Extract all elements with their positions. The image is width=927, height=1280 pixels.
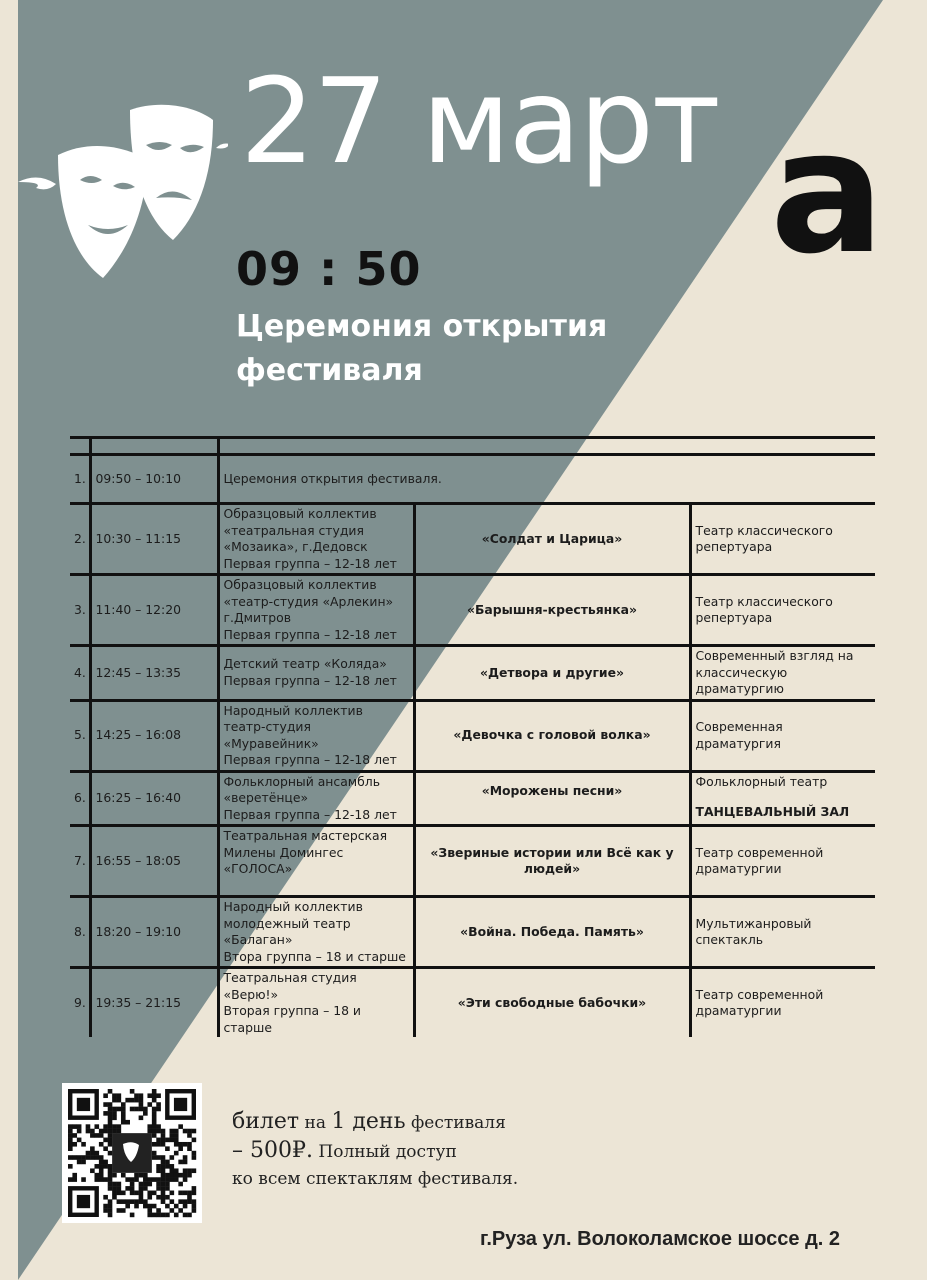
- row-genre-cell: [690, 771, 875, 826]
- row-group: Фольклорный ансамбль «веретёнце» Первая группа – 12-18 лет: [218, 771, 414, 826]
- row-number: 2.: [70, 504, 90, 575]
- ticket-access: Полный доступ: [312, 1142, 457, 1162]
- row-number: 8.: [70, 897, 90, 968]
- row-genre: Фольклорный театр: [695, 773, 828, 789]
- row-group: Народный коллектив театр-студия «Муравейник» Первая группа – 12-18 лет: [218, 700, 414, 771]
- row-group: Театральная студия «Верю!» Вторая группа – 18 и старше: [218, 968, 414, 1038]
- row-title: «Детвора и другие»: [414, 646, 690, 701]
- row-title: «Морожены песни»: [414, 771, 690, 826]
- table-row: [70, 968, 875, 1038]
- qr-code-icon[interactable]: [62, 1083, 202, 1223]
- row-group: Образцовый коллектив «театр-студия «Арлекин» г.Дмитров Первая группа – 12-18 лет: [218, 575, 414, 646]
- row-title: «Война. Победа. Память»: [414, 897, 690, 968]
- table-row: [70, 771, 875, 826]
- row-time: 12:45 – 13:35: [90, 646, 218, 701]
- table-row: [70, 700, 875, 771]
- table-row: [70, 455, 875, 504]
- event-date: 27 март: [240, 52, 719, 190]
- event-title: Церемония открытия фестиваля: [236, 309, 608, 388]
- row-genre: Театр современной драматургии: [690, 968, 875, 1038]
- row-genre: Театр классического репертуара: [690, 504, 875, 575]
- row-genre: Театр классического репертуара: [690, 575, 875, 646]
- table-row: [70, 504, 875, 575]
- row-genre: Современная драматургия: [690, 700, 875, 771]
- row-title: «Звериные истории или Всё как у людей»: [414, 826, 690, 897]
- table-row: [70, 575, 875, 646]
- venue-address: г.Руза ул. Волоколамское шоссе д. 2: [480, 1228, 841, 1250]
- event-time: 09 : 50: [236, 242, 422, 296]
- row-time: 09:50 – 10:10: [90, 455, 218, 504]
- row-genre: Современный взгляд на классическую драматургию: [690, 646, 875, 701]
- row-group: Церемония открытия фестиваля.: [218, 455, 875, 504]
- row-genre: Театр современной драматургии: [690, 826, 875, 897]
- row-number: 5.: [70, 700, 90, 771]
- ticket-all-shows: ко всем спектаклям фестиваля.: [232, 1169, 519, 1189]
- row-group: Народный коллектив молодежный театр «Балаган» Втора группа – 18 и старше: [218, 897, 414, 968]
- row-number: 7.: [70, 826, 90, 897]
- ticket-word: на: [299, 1113, 332, 1133]
- ticket-info: [232, 1108, 562, 1193]
- row-group: Образцовый коллектив «театральная студия «Мозаика», г.Дедовск Первая группа – 12-18 лет: [218, 504, 414, 575]
- row-time: 14:25 – 16:08: [90, 700, 218, 771]
- schedule-header-row: [70, 438, 875, 455]
- row-title: «Эти свободные бабочки»: [414, 968, 690, 1038]
- table-row: [70, 897, 875, 968]
- row-number: 3.: [70, 575, 90, 646]
- row-group: Театральная мастерская Милены Домингес «ГОЛОСА»: [218, 826, 414, 897]
- row-genre: Мультижанровый спектакль: [690, 897, 875, 968]
- event-date-suffix: а: [770, 94, 885, 292]
- row-title: «Солдат и Царица»: [414, 504, 690, 575]
- table-row: [70, 826, 875, 897]
- row-time: 16:55 – 18:05: [90, 826, 218, 897]
- row-number: 4.: [70, 646, 90, 701]
- row-title: «Барышня-крестьянка»: [414, 575, 690, 646]
- row-number: 9.: [70, 968, 90, 1038]
- hall-label: ТАНЦЕВАЛЬНЫЙ ЗАЛ: [695, 804, 850, 819]
- ticket-day: 1 день: [331, 1109, 406, 1134]
- row-group: Детский театр «Коляда» Первая группа – 12-18 лет: [218, 646, 414, 701]
- row-time: 16:25 – 16:40: [90, 771, 218, 826]
- schedule-table: [70, 436, 875, 1037]
- row-time: 10:30 – 11:15: [90, 504, 218, 575]
- row-time: 11:40 – 12:20: [90, 575, 218, 646]
- theater-masks-icon: [18, 100, 228, 285]
- row-number: 6.: [70, 771, 90, 826]
- row-title: «Девочка с головой волка»: [414, 700, 690, 771]
- row-number: 1.: [70, 455, 90, 504]
- ticket-price: – 500₽.: [232, 1138, 313, 1163]
- table-row: [70, 646, 875, 701]
- row-time: 18:20 – 19:10: [90, 897, 218, 968]
- ticket-festival: фестиваля: [405, 1113, 506, 1133]
- row-time: 19:35 – 21:15: [90, 968, 218, 1038]
- ticket-word: билет: [232, 1109, 300, 1134]
